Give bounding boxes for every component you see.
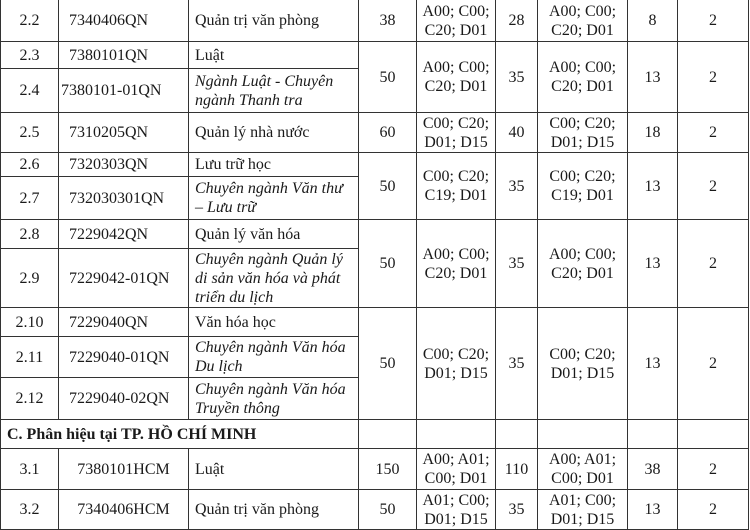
stt-cell: 2.4 [1, 69, 59, 113]
empty-cell [678, 420, 749, 449]
combination-line: A01; C00; [548, 491, 617, 509]
total-quota-cell: 50 [359, 308, 417, 420]
combination-cell [538, 449, 628, 490]
major-name-cell: Luật [189, 42, 359, 69]
combination-line: A00; A01; [548, 451, 617, 468]
combination-line: D01; D15 [424, 133, 488, 151]
combination-cell [417, 153, 496, 220]
major-code-cell: 7340406HCM [59, 490, 189, 530]
combination-line: A00; C00; [548, 2, 617, 20]
combination-cell [417, 308, 496, 420]
major-code-cell: 7320303QN [59, 153, 189, 177]
quota-cell: 13 [628, 308, 678, 420]
combination-line: D01; D15 [550, 364, 615, 382]
major-name-cell: Quản lý văn hóa [189, 220, 359, 249]
major-code-cell: 7310205QN [59, 113, 189, 153]
quota-cell: 13 [628, 220, 678, 308]
quota-cell: 35 [496, 308, 538, 420]
combination-line: C00; C20; [422, 345, 490, 363]
major-code-cell: 7229040-01QN [59, 337, 189, 378]
major-code-cell: 7229040QN [59, 308, 189, 337]
quota-cell: 2 [678, 113, 749, 153]
table-row [1, 42, 749, 69]
major-name-cell: Ngành Luật - Chuyên ngành Thanh tra [189, 69, 359, 113]
stt-cell: 3.1 [1, 449, 59, 490]
combination-cell [417, 0, 496, 42]
combination-line: D01; D15 [424, 510, 488, 528]
total-quota-cell: 38 [359, 0, 417, 42]
quota-cell: 40 [496, 113, 538, 153]
empty-cell [496, 420, 538, 449]
major-name-cell: Chuyên ngành Văn thư – Lưu trữ [189, 177, 359, 220]
total-quota-cell: 150 [359, 449, 417, 490]
major-name-cell: Quản trị văn phòng [189, 490, 359, 530]
quota-cell: 2 [678, 308, 749, 420]
combination-line: C00; C20; [549, 168, 616, 185]
major-name-cell: Quản lý nhà nước [189, 113, 359, 153]
major-name-cell: Chuyên ngành Văn hóa Truyền thông [189, 378, 359, 420]
empty-cell [538, 420, 628, 449]
combination-cell [538, 220, 628, 308]
table-row [1, 220, 749, 249]
combination-line: C20; D01 [424, 21, 488, 39]
combination-line: A00; A01; [422, 451, 490, 468]
stt-cell: 2.5 [1, 113, 59, 153]
quota-cell: 2 [678, 220, 749, 308]
major-code-cell: 7340406QN [59, 0, 189, 42]
quota-cell: 2 [678, 153, 749, 220]
quota-cell: 35 [496, 220, 538, 308]
major-code-cell: 7229042QN [59, 220, 189, 249]
total-quota-cell: 50 [359, 153, 417, 220]
quota-cell: 110 [496, 449, 538, 490]
combination-cell [538, 113, 628, 153]
major-name-cell: Quản trị văn phòng [189, 0, 359, 42]
quota-cell: 8 [628, 0, 678, 42]
combination-line: C00; D01 [551, 470, 614, 487]
major-code-cell: 7229040-02QN [59, 378, 189, 420]
combination-line: C20; D01 [551, 264, 614, 282]
quota-cell: 35 [496, 42, 538, 113]
combination-cell [417, 220, 496, 308]
combination-cell [417, 113, 496, 153]
combination-line: A00; C00; [548, 59, 617, 76]
combination-line: C20; D01 [424, 264, 488, 282]
combination-line: A00; C00; [548, 245, 617, 263]
combination-line: C20; D01 [551, 78, 614, 95]
table-row [1, 449, 749, 490]
combination-cell [417, 449, 496, 490]
total-quota-cell: 50 [359, 490, 417, 530]
combination-line: A00; C00; [422, 59, 490, 76]
stt-cell: 2.7 [1, 177, 59, 220]
combination-cell [538, 0, 628, 42]
combination-cell [538, 153, 628, 220]
major-code-cell: 7380101QN [59, 42, 189, 69]
stt-cell: 2.12 [1, 378, 59, 420]
quota-cell: 18 [628, 113, 678, 153]
combination-line: C00; C20; [422, 168, 490, 185]
major-name-cell: Chuyên ngành Văn hóa Du lịch [189, 337, 359, 378]
combination-line: C20; D01 [551, 21, 614, 39]
combination-line: A00; C00; [422, 245, 490, 263]
combination-line: C19; D01 [424, 187, 488, 204]
section-title: C. Phân hiệu tại TP. HỒ CHÍ MINH [1, 420, 359, 449]
combination-cell [417, 490, 496, 530]
total-quota-cell: 50 [359, 42, 417, 113]
quota-cell: 35 [496, 153, 538, 220]
stt-cell: 2.6 [1, 153, 59, 177]
stt-cell: 2.8 [1, 220, 59, 249]
major-code-cell: 7229042-01QN [59, 249, 189, 308]
total-quota-cell: 50 [359, 220, 417, 308]
section-header-row [1, 420, 749, 449]
major-code-cell: 732030301QN [59, 177, 189, 220]
combination-line: D01; D15 [550, 133, 615, 151]
quota-cell: 2 [678, 449, 749, 490]
quota-cell: 2 [678, 490, 749, 530]
quota-cell: 38 [628, 449, 678, 490]
quota-cell: 2 [678, 42, 749, 113]
table-row [1, 153, 749, 177]
table-row [1, 0, 749, 42]
major-name-cell: Lưu trữ học [189, 153, 359, 177]
stt-cell: 2.3 [1, 42, 59, 69]
combination-line: C00; C20; [422, 114, 490, 132]
combination-line: C19; D01 [551, 187, 614, 204]
combination-line: D01; D15 [550, 510, 615, 528]
combination-cell [538, 308, 628, 420]
stt-cell: 3.2 [1, 490, 59, 530]
table-row [1, 113, 749, 153]
combination-line: D01; D15 [424, 364, 488, 382]
empty-cell [359, 420, 417, 449]
total-quota-cell: 60 [359, 113, 417, 153]
major-name-cell: Luật [189, 449, 359, 490]
major-name-cell: Chuyên ngành Quản lý di sản văn hóa và phát triển du lịch [189, 249, 359, 308]
combination-line: C00; C20; [549, 345, 616, 363]
stt-cell: 2.9 [1, 249, 59, 308]
quota-cell: 28 [496, 0, 538, 42]
quota-cell: 13 [628, 153, 678, 220]
major-name-cell: Văn hóa học [189, 308, 359, 337]
quota-cell: 13 [628, 42, 678, 113]
major-code-cell: 7380101HCM [59, 449, 189, 490]
combination-line: C00; D01 [424, 470, 488, 487]
combination-line: C20; D01 [424, 78, 488, 95]
table-row [1, 490, 749, 530]
stt-cell: 2.10 [1, 308, 59, 337]
empty-cell [417, 420, 496, 449]
table-row [1, 308, 749, 337]
quota-cell: 2 [678, 0, 749, 42]
combination-cell [538, 42, 628, 113]
combination-line: A00; C00; [422, 2, 490, 20]
quota-cell: 35 [496, 490, 538, 530]
stt-cell: 2.2 [1, 0, 59, 42]
empty-cell [628, 420, 678, 449]
combination-cell [417, 42, 496, 113]
quota-cell: 13 [628, 490, 678, 530]
combination-line: A01; C00; [422, 491, 490, 509]
major-code-cell: 7380101-01QN [59, 69, 189, 113]
combination-cell [538, 490, 628, 530]
combination-line: C00; C20; [549, 114, 616, 132]
stt-cell: 2.11 [1, 337, 59, 378]
